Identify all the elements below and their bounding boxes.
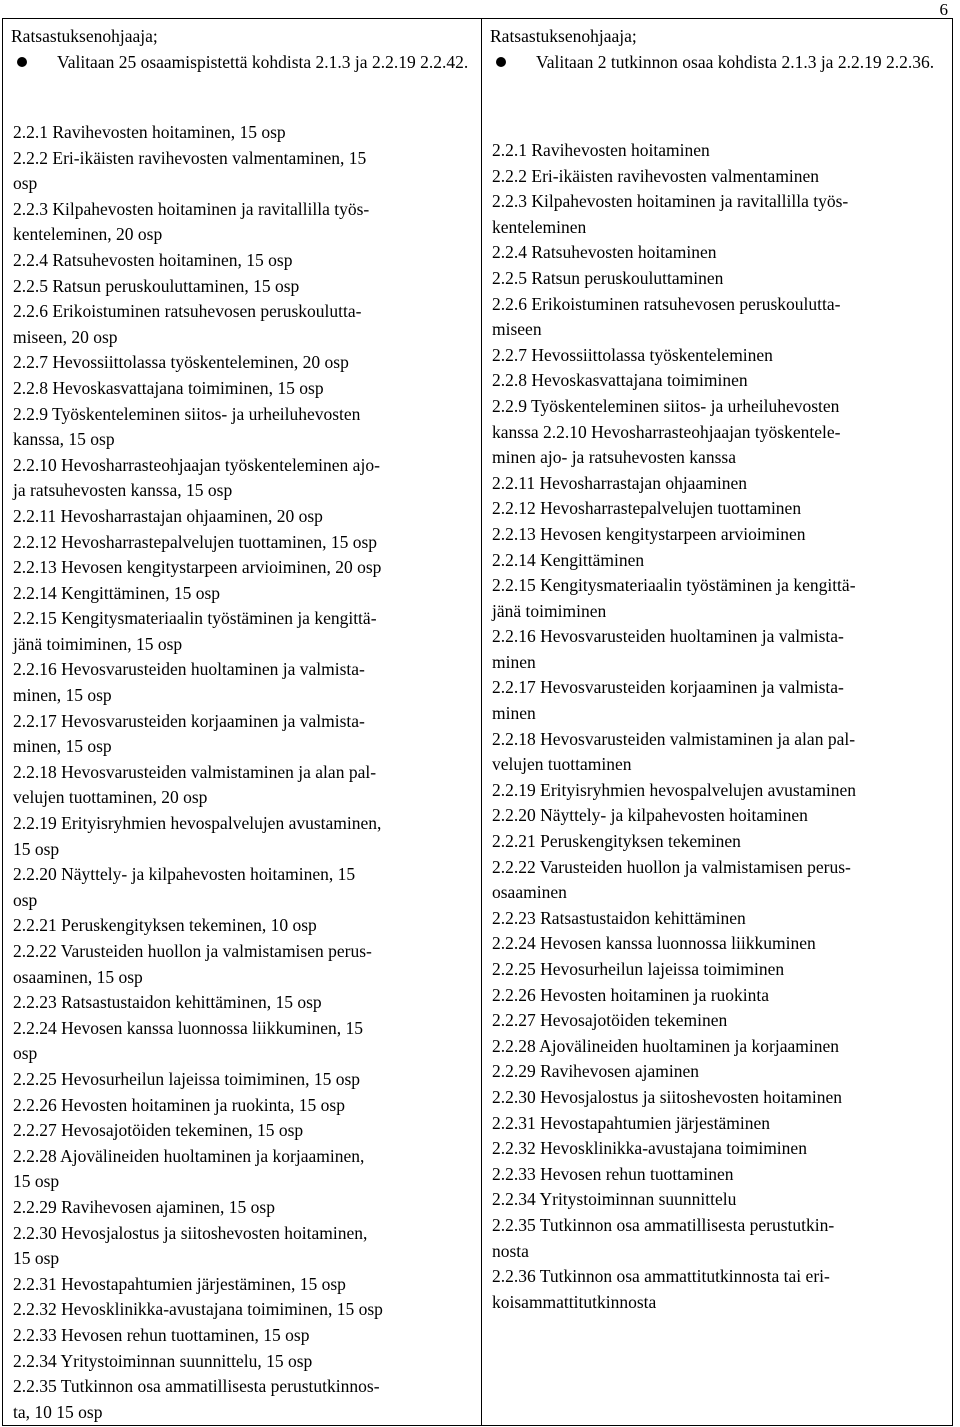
module-line: 2.2.24 Hevosen kanssa luonnossa liikkuminen, 15 [13,1017,363,1038]
module-line: nosta [492,1240,529,1261]
module-line: 2.2.14 Kengittäminen, 15 osp [13,582,221,603]
module-line: kenteleminen, 20 osp [13,224,163,245]
module-line: 2.2.27 Hevosajotöiden tekeminen, 15 osp [13,1120,304,1141]
module-line: 2.2.23 Ratsastustaidon kehittäminen [492,907,746,928]
module-line: 2.2.13 Hevosen kengitystarpeen arvioiminen, 20 osp [13,557,382,578]
left-header [3,19,481,103]
module-line: 2.2.26 Hevosten hoitaminen ja ruokinta [492,984,770,1005]
module-line: osaaminen, 15 osp [13,966,143,987]
module-line: 2.2.18 Hevosvarusteiden valmistaminen ja alan pal- [492,728,856,749]
module-line: 15 osp [13,1171,60,1192]
module-line: 2.2.1 Ravihevosten hoitaminen [492,140,710,160]
module-line: miseen, 20 osp [13,326,118,347]
module-line: 2.2.34 Yritystoiminnan suunnittelu, 15 osp [13,1350,313,1371]
module-line: 2.2.21 Peruskengityksen tekeminen [492,831,741,852]
module-line: minen [492,703,536,724]
left-module-list [3,103,481,1425]
module-line: kanssa, 15 osp [13,429,115,450]
module-line: 2.2.19 Erityisryhmien hevospalvelujen avustaminen, [13,813,382,834]
module-line: 2.2.9 Työskenteleminen siitos- ja urheiluhevosten [492,395,840,416]
module-line: 2.2.26 Hevosten hoitaminen ja ruokinta, 15 osp [13,1094,345,1115]
module-line: 2.2.16 Hevosvarusteiden huoltaminen ja valmista- [492,626,844,647]
module-line: kenteleminen [492,216,587,237]
module-line: 2.2.14 Kengittäminen [492,549,645,570]
module-line: minen [492,651,536,672]
right-header [482,19,952,103]
module-line: 2.2.25 Hevosurheilun lajeissa toimiminen [492,959,785,979]
module-line: 2.2.32 Hevosklinikka-avustajana toimiminen, 15 osp [13,1299,383,1320]
module-line: minen, 15 osp [13,685,112,706]
module-line: 15 osp [13,838,60,859]
module-line: ja ratsuhevosten kanssa, 15 osp [13,480,233,501]
module-line: osaaminen [492,882,567,903]
module-line: osp [13,173,38,194]
module-line: kanssa 2.2.10 Hevosharrasteohjaajan työskentele- [492,421,841,442]
module-line: 2.2.16 Hevosvarusteiden huoltaminen ja valmista- [13,659,365,680]
module-line: 2.2.11 Hevosharrastajan ohjaaminen, 20 osp [13,505,323,526]
left-column [3,19,482,1426]
module-line: 2.2.13 Hevosen kengitystarpeen arvioiminen [492,523,806,544]
module-line: 2.2.35 Tutkinnon osa ammatillisesta perustutkinnos- [13,1376,380,1397]
right-column [482,19,953,1426]
module-line: 2.2.21 Peruskengityksen tekeminen, 10 osp [13,915,317,936]
module-line: 2.2.17 Hevosvarusteiden korjaaminen ja valmista- [492,677,844,698]
module-line: jänä toimiminen, 15 osp [13,633,183,654]
left-bullet [11,49,473,75]
module-line: 2.2.2 Eri-ikäisten ravihevosten valmentaminen, 15 [13,147,367,168]
module-line: 2.2.15 Kengitysmateriaalin työstäminen ja kengittä- [13,608,377,629]
module-line: 2.2.5 Ratsun peruskouluttaminen [492,267,724,288]
module-line: 2.2.3 Kilpahevosten hoitaminen ja ravitallilla työs- [13,198,370,219]
module-line: 2.2.7 Hevossiittolassa työskenteleminen, 20 osp [13,352,349,373]
module-line: 2.2.25 Hevosurheilun lajeissa toimiminen, 15 osp [13,1068,361,1089]
module-line: osp [13,889,38,910]
module-line: 2.2.29 Ravihevosen ajaminen, 15 osp [13,1196,275,1217]
module-line: 2.2.30 Hevosjalostus ja siitoshevosten hoitaminen, [13,1222,368,1243]
module-line: 2.2.34 Yritystoiminnan suunnittelu [492,1189,737,1210]
module-line: 2.2.7 Hevossiittolassa työskenteleminen [492,344,773,365]
module-line: 2.2.8 Hevoskasvattajana toimiminen [492,370,748,391]
module-line: 2.2.11 Hevosharrastajan ohjaaminen [492,472,747,493]
module-line: 2.2.10 Hevosharrasteohjaajan työskenteleminen ajo- [13,454,380,475]
module-line: 2.2.9 Työskenteleminen siitos- ja urheiluhevosten [13,403,361,424]
module-line: minen ajo- ja ratsuhevosten kanssa [492,447,736,468]
right-bullet-text: Valitaan 2 tutkinnon osaa kohdista 2.1.3 ja 2.2.19 2.2.36. [536,52,935,72]
page-number: 6 [939,0,948,19]
module-line: koisammattitutkinnosta [492,1291,657,1312]
module-line: 2.2.32 Hevosklinikka-avustajana toimiminen [492,1138,807,1159]
module-line: 2.2.31 Hevostapahtumien järjestäminen, 15 osp [13,1273,346,1294]
module-line: 2.2.20 Näyttely- ja kilpahevosten hoitaminen, 15 [13,864,356,885]
module-line: 2.2.6 Erikoistuminen ratsuhevosen peruskoulutta- [492,293,841,314]
module-line: miseen [492,319,542,340]
module-line: 2.2.33 Hevosen rehun tuottaminen, 15 osp [13,1324,310,1345]
left-heading: Ratsastuksenohjaaja; [11,26,158,46]
module-line: 2.2.22 Varusteiden huollon ja valmistamisen perus- [13,941,372,961]
module-line: osp [13,1043,38,1064]
module-line: 2.2.4 Ratsuhevosten hoitaminen [492,242,717,263]
module-line: 2.2.15 Kengitysmateriaalin työstäminen ja kengittä- [492,575,856,596]
bullet-icon [496,57,506,67]
module-line: 15 osp [13,1248,60,1269]
module-line: 2.2.12 Hevosharrastepalvelujen tuottaminen, 15 osp [13,531,378,552]
bullet-icon [17,57,27,67]
module-line: 2.2.5 Ratsun peruskouluttaminen, 15 osp [13,275,300,296]
module-line: 2.2.23 Ratsastustaidon kehittäminen, 15 osp [13,992,322,1013]
module-line: 2.2.6 Erikoistuminen ratsuhevosen peruskoulutta- [13,301,362,322]
module-line: jänä toimiminen [492,600,607,621]
module-line: 2.2.8 Hevoskasvattajana toimiminen, 15 osp [13,377,324,398]
module-line: 2.2.31 Hevostapahtumien järjestäminen [492,1112,770,1133]
module-line: velujen tuottaminen, 20 osp [13,787,208,808]
module-line: 2.2.18 Hevosvarusteiden valmistaminen ja alan pal- [13,761,377,782]
left-bullet-text: Valitaan 25 osaamispistettä kohdista 2.1.3 ja 2.2.19 2.2.42. [57,52,469,72]
right-module-list [482,103,952,1315]
module-line: 2.2.20 Näyttely- ja kilpahevosten hoitaminen [492,805,808,826]
module-line: 2.2.27 Hevosajotöiden tekeminen [492,1010,728,1031]
module-line: minen, 15 osp [13,736,112,757]
module-line: 2.2.30 Hevosjalostus ja siitoshevosten hoitaminen [492,1086,842,1107]
module-line: 2.2.22 Varusteiden huollon ja valmistamisen perus- [492,856,851,877]
module-line: 2.2.4 Ratsuhevosten hoitaminen, 15 osp [13,249,293,270]
module-line: 2.2.29 Ravihevosen ajaminen [492,1061,700,1082]
module-line: 2.2.17 Hevosvarusteiden korjaaminen ja valmista- [13,710,365,731]
module-line: velujen tuottaminen [492,754,632,775]
module-line: 2.2.28 Ajovälineiden huoltaminen ja korjaaminen, [13,1145,365,1166]
module-line: 2.2.3 Kilpahevosten hoitaminen ja ravitallilla työs- [492,191,849,212]
module-line: 2.2.24 Hevosen kanssa luonnossa liikkuminen [492,933,816,954]
module-line: ta, 10 15 osp [13,1401,103,1422]
right-bullet [490,49,944,75]
module-line: 2.2.2 Eri-ikäisten ravihevosten valmentaminen [492,165,820,186]
module-line: 2.2.1 Ravihevosten hoitaminen, 15 osp [13,122,286,142]
module-line: 2.2.12 Hevosharrastepalvelujen tuottaminen [492,498,802,519]
module-line: 2.2.33 Hevosen rehun tuottaminen [492,1163,734,1184]
module-line: 2.2.19 Erityisryhmien hevospalvelujen avustaminen [492,779,857,800]
module-line: 2.2.35 Tutkinnon osa ammatillisesta perustutkin- [492,1214,835,1235]
comparison-table [2,18,953,1426]
right-heading: Ratsastuksenohjaaja; [490,26,637,46]
module-line: 2.2.36 Tutkinnon osa ammattitutkinnosta tai eri- [492,1266,830,1287]
module-line: 2.2.28 Ajovälineiden huoltaminen ja korjaaminen [492,1035,840,1056]
